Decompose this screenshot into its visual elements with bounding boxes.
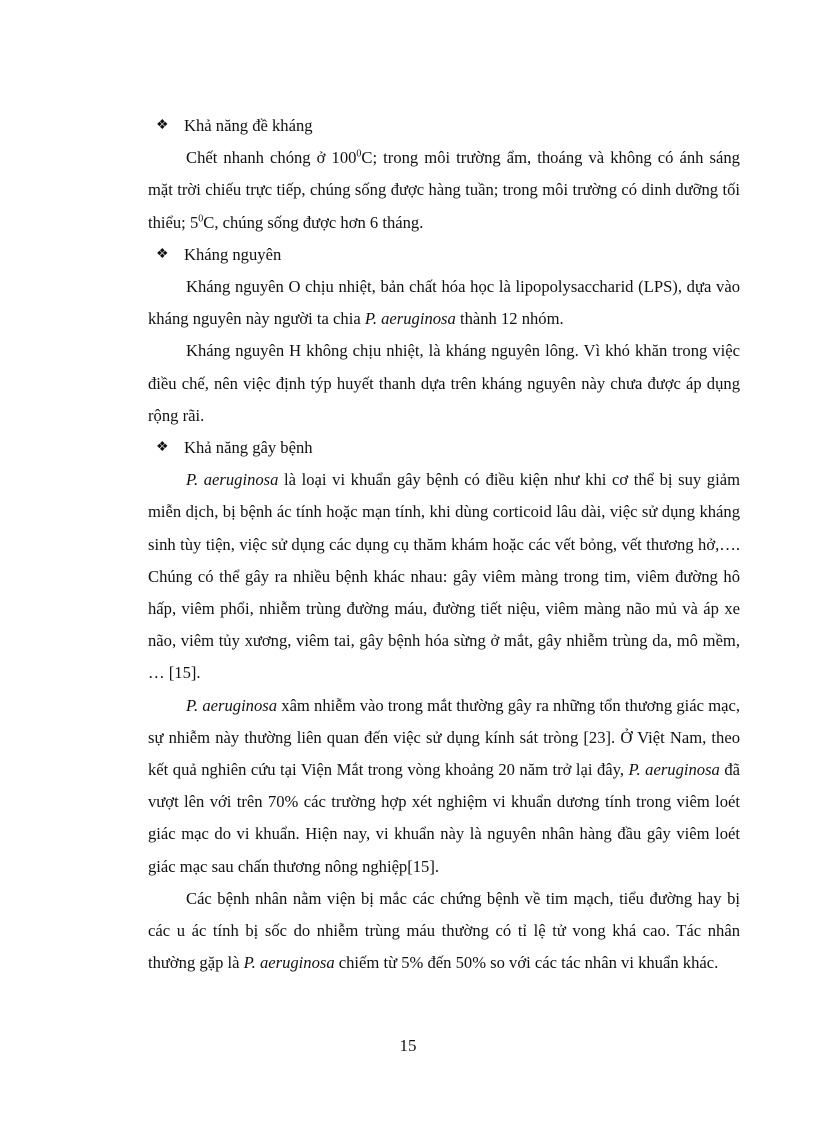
text-run: C; trong môi trường ẩm, thoáng và không có ánh sáng mặt trời chiếu trực tiếp, chúng sống được hàng tuần; trong môi trường có dinh dưỡng tối thiểu; 5 xyxy=(148,148,740,232)
diamond-bullet-icon: ❖ xyxy=(156,246,169,262)
heading-text: Khả năng đề kháng xyxy=(184,116,313,135)
paragraph-antigen-o xyxy=(148,271,740,335)
text-run: Chết nhanh chóng ở 100 xyxy=(186,148,357,168)
page-body xyxy=(148,110,740,979)
paragraph-pathogenicity-2 xyxy=(148,690,740,883)
heading-text: Khả năng gây bệnh xyxy=(184,438,313,458)
species-name: P. aeruginosa xyxy=(243,953,335,973)
species-name: P. aeruginosa xyxy=(186,695,278,715)
text-run: thành 12 nhóm. xyxy=(455,309,564,329)
paragraph-antigen-h xyxy=(148,335,740,432)
superscript: 0 xyxy=(198,213,204,225)
text-run: đã vượt lên với trên 70% các trường hợp xét nghiệm vi khuẩn dương tính trong viêm loét giác mạc do vi khuẩn. Hiện nay, vi khuẩn này là nguyên nhân hàng đầu gây viêm loét giác mạc sau chấn thương nông nghiệp[15]. xyxy=(148,760,740,876)
section-heading-resistance xyxy=(148,110,740,142)
section-heading-pathogenicity xyxy=(148,432,740,464)
text-run: xâm nhiễm vào trong mắt thường gây ra những tổn thương giác mạc, sự nhiễm này thường liên quan đến việc sử dụng kính sát tròng [23]. Ở Việt Nam, theo kết quả nghiên cứu tại Viện Mắt trong vòng khoảng 20 năm trở lại đây, xyxy=(148,695,741,780)
species-name: P. aeruginosa xyxy=(628,760,720,780)
diamond-bullet-icon: ❖ xyxy=(156,118,169,133)
page-number: 15 xyxy=(399,1036,417,1055)
text-run: C, chúng sống được hơn 6 tháng. xyxy=(203,212,424,232)
paragraph-pathogenicity-1 xyxy=(148,464,740,689)
text-run: là loại vi khuẩn gây bệnh có điều kiện như khi cơ thể bị suy giảm miễn dịch, bị bệnh ác tính hoặc mạn tính, khi dùng corticoid lâu dài, việc sử dụng kháng sinh tùy tiện, việc sử dụng các dụng cụ thăm khám hoặc các vết bỏng, vết thương hở,…. Chúng có thể gây ra nhiều bệnh khác nhau: gây viêm màng trong tim, viêm đường hô hấp, viêm phổi, nhiễm trùng đường máu, đường tiết niệu, viêm màng não mủ và áp xe não, viêm tủy xương, viêm tai, gây bệnh hóa sừng ở mắt, gây nhiễm trùng da, mô mềm, … [15]. xyxy=(148,470,740,683)
text-run: Kháng nguyên O chịu nhiệt, bản chất hóa học là lipopolysaccharid (LPS), dựa vào kháng nguyên này người ta chia xyxy=(148,277,740,329)
species-name: P. aeruginosa xyxy=(364,309,456,329)
text-run: chiếm từ 5% đến 50% so với các tác nhân vi khuẩn khác. xyxy=(334,953,719,973)
section-heading-antigen xyxy=(148,239,740,271)
text-run: Kháng nguyên H không chịu nhiệt, là kháng nguyên lông. Vì khó khăn trong việc điều chế, nên việc định týp huyết thanh dựa trên kháng nguyên này chưa được áp dụng rộng rãi. xyxy=(148,341,740,425)
species-name: P. aeruginosa xyxy=(186,470,279,490)
paragraph-resistance xyxy=(148,142,740,239)
diamond-bullet-icon: ❖ xyxy=(156,440,169,456)
superscript: 0 xyxy=(356,148,362,160)
paragraph-pathogenicity-3 xyxy=(148,883,740,980)
text-run: Các bệnh nhân nằm viện bị mắc các chứng bệnh về tim mạch, tiểu đường hay bị các u ác tính bị sốc do nhiễm trùng máu thường có tỉ lệ tử vong khá cao. Tác nhân thường gặp là xyxy=(148,888,740,973)
heading-text: Kháng nguyên xyxy=(184,244,282,264)
